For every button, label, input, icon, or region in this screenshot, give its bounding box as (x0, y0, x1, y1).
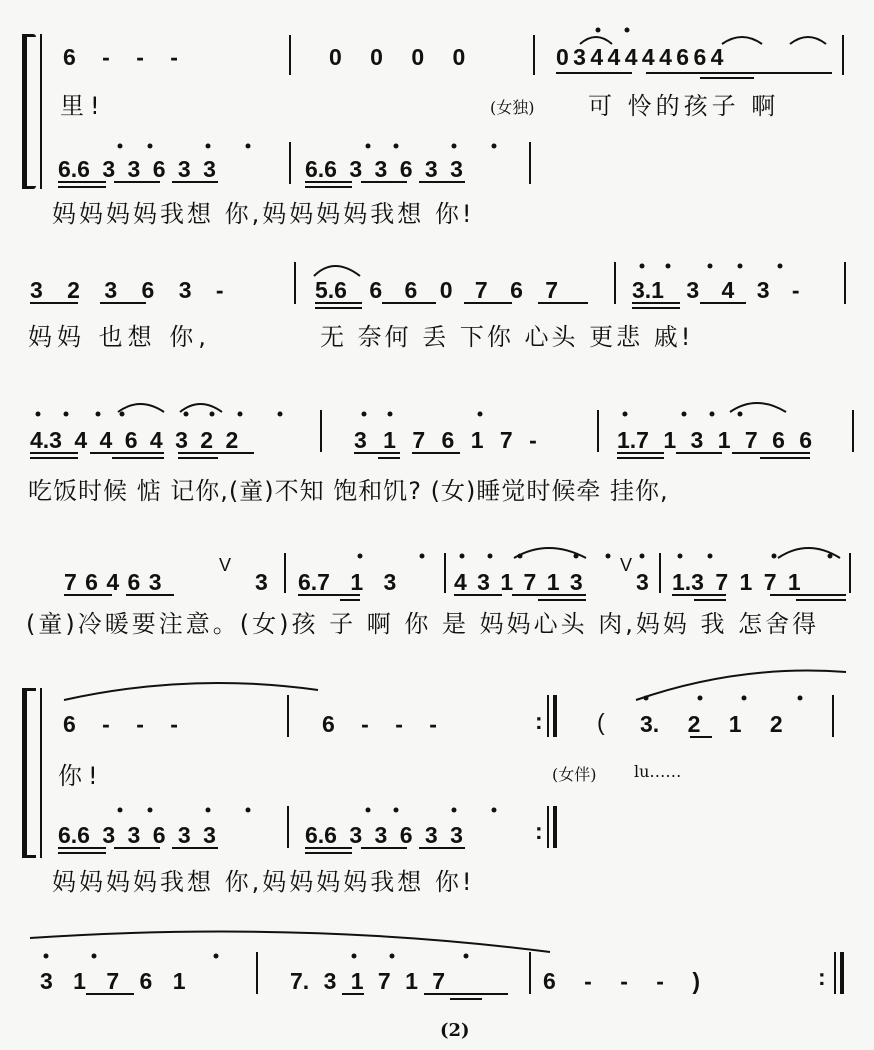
lyric-r1-solo: (女独) (490, 98, 535, 117)
lyric-r3-a: 妈妈 也想 你, (28, 323, 211, 351)
notes-r5-c: 3 (636, 569, 649, 595)
notes-r4-m1: 4.3 4 4 6 4 3 2 2 (30, 427, 239, 453)
notes-r3-m2: 5.6 6 6 0 7 6 7 (315, 277, 559, 303)
slur (636, 671, 846, 700)
breath-mark: V (219, 555, 232, 575)
slur (730, 403, 786, 412)
lyric-r4: 吃饭时候 惦 记你,(童)不知 饱和饥? (女)睡觉时候牵 挂你, (28, 477, 669, 505)
notes-r8-m1: 3 1 7 6 1 (40, 968, 186, 994)
notes-r4-m2: 3 1 7 6 1 7 - (354, 427, 537, 453)
notes-r5-b: 3 (255, 569, 268, 595)
paren-open: ( (597, 709, 605, 735)
notes-r1-m1: 6 - - - (63, 44, 178, 70)
slur (118, 404, 164, 412)
notes-r7-m1: 6.6 3 3 6 3 3 (58, 822, 216, 848)
page-number: (2) (440, 1020, 470, 1041)
notes-r5-m1: 7 6 4 6 3 (64, 569, 162, 595)
lyric-r5: (童)冷暖要注意。(女)孩 子 啊 你 是 妈妈心头 肉,妈妈 我 怎舍得 (26, 610, 820, 638)
repeat-dots: : (818, 964, 826, 990)
notes-r1-m2: 0 0 0 0 (329, 44, 466, 70)
lyric-r1-a: 里! (60, 92, 106, 120)
repeat-dots: : (535, 708, 543, 734)
lyric-r3-b: 无 奈何 丢 下你 心头 更悲 戚! (320, 323, 694, 351)
notes-r5-m3: 4 3 1 7 1 3 (454, 569, 583, 595)
notes-r6-m3: 3. 2 1 2 (640, 711, 783, 737)
notes-r2-m2: 6.6 3 3 6 3 3 (305, 156, 463, 182)
notes-r6-m2: 6 - - - (322, 711, 437, 737)
repeat-dots: : (535, 818, 543, 844)
slur (580, 37, 612, 44)
notes-r4-m3: 1.7 1 3 1 7 6 6 (617, 427, 813, 453)
lyric-r7: 妈妈妈妈我想 你,妈妈妈妈我想 你! (52, 868, 475, 896)
breath-mark: V (620, 555, 633, 575)
slur (180, 404, 222, 412)
tie (64, 683, 318, 700)
notes-r3-m3: 3.1 3 4 3 - (632, 277, 800, 303)
lyric-r1-b: 可 怜的孩子 啊 (588, 92, 780, 120)
lyric-r2: 妈妈妈妈我想 你,妈妈妈妈我想 你! (52, 200, 475, 228)
slur (790, 37, 826, 44)
notes-r5-m4: 1.3 7 1 7 1 (672, 569, 801, 595)
notes-r8-m2: 7. 3 1 7 1 7 (290, 968, 446, 994)
notes-r6-m1: 6 - - - (63, 711, 178, 737)
notes-r5-m2: 6.7 1 3 (298, 569, 397, 595)
lyric-r6-a: 你! (58, 762, 104, 790)
lyric-r6-accomp: (女伴) (552, 765, 597, 784)
slur (722, 37, 762, 44)
notes-r8-m3: 6 - - - ) (543, 968, 700, 994)
slur (314, 266, 360, 276)
notes-r1-m3: 0 3 4 4 4 4 4 6 6 4 (556, 44, 724, 70)
notes-r7-m2: 6.6 3 3 6 3 3 (305, 822, 463, 848)
lyric-r6-lu: lu…… (634, 762, 682, 781)
notes-r2-m1: 6.6 3 3 6 3 3 (58, 156, 216, 182)
tie (30, 932, 550, 952)
notes-r3-m1: 3 2 3 6 3 - (30, 277, 224, 303)
